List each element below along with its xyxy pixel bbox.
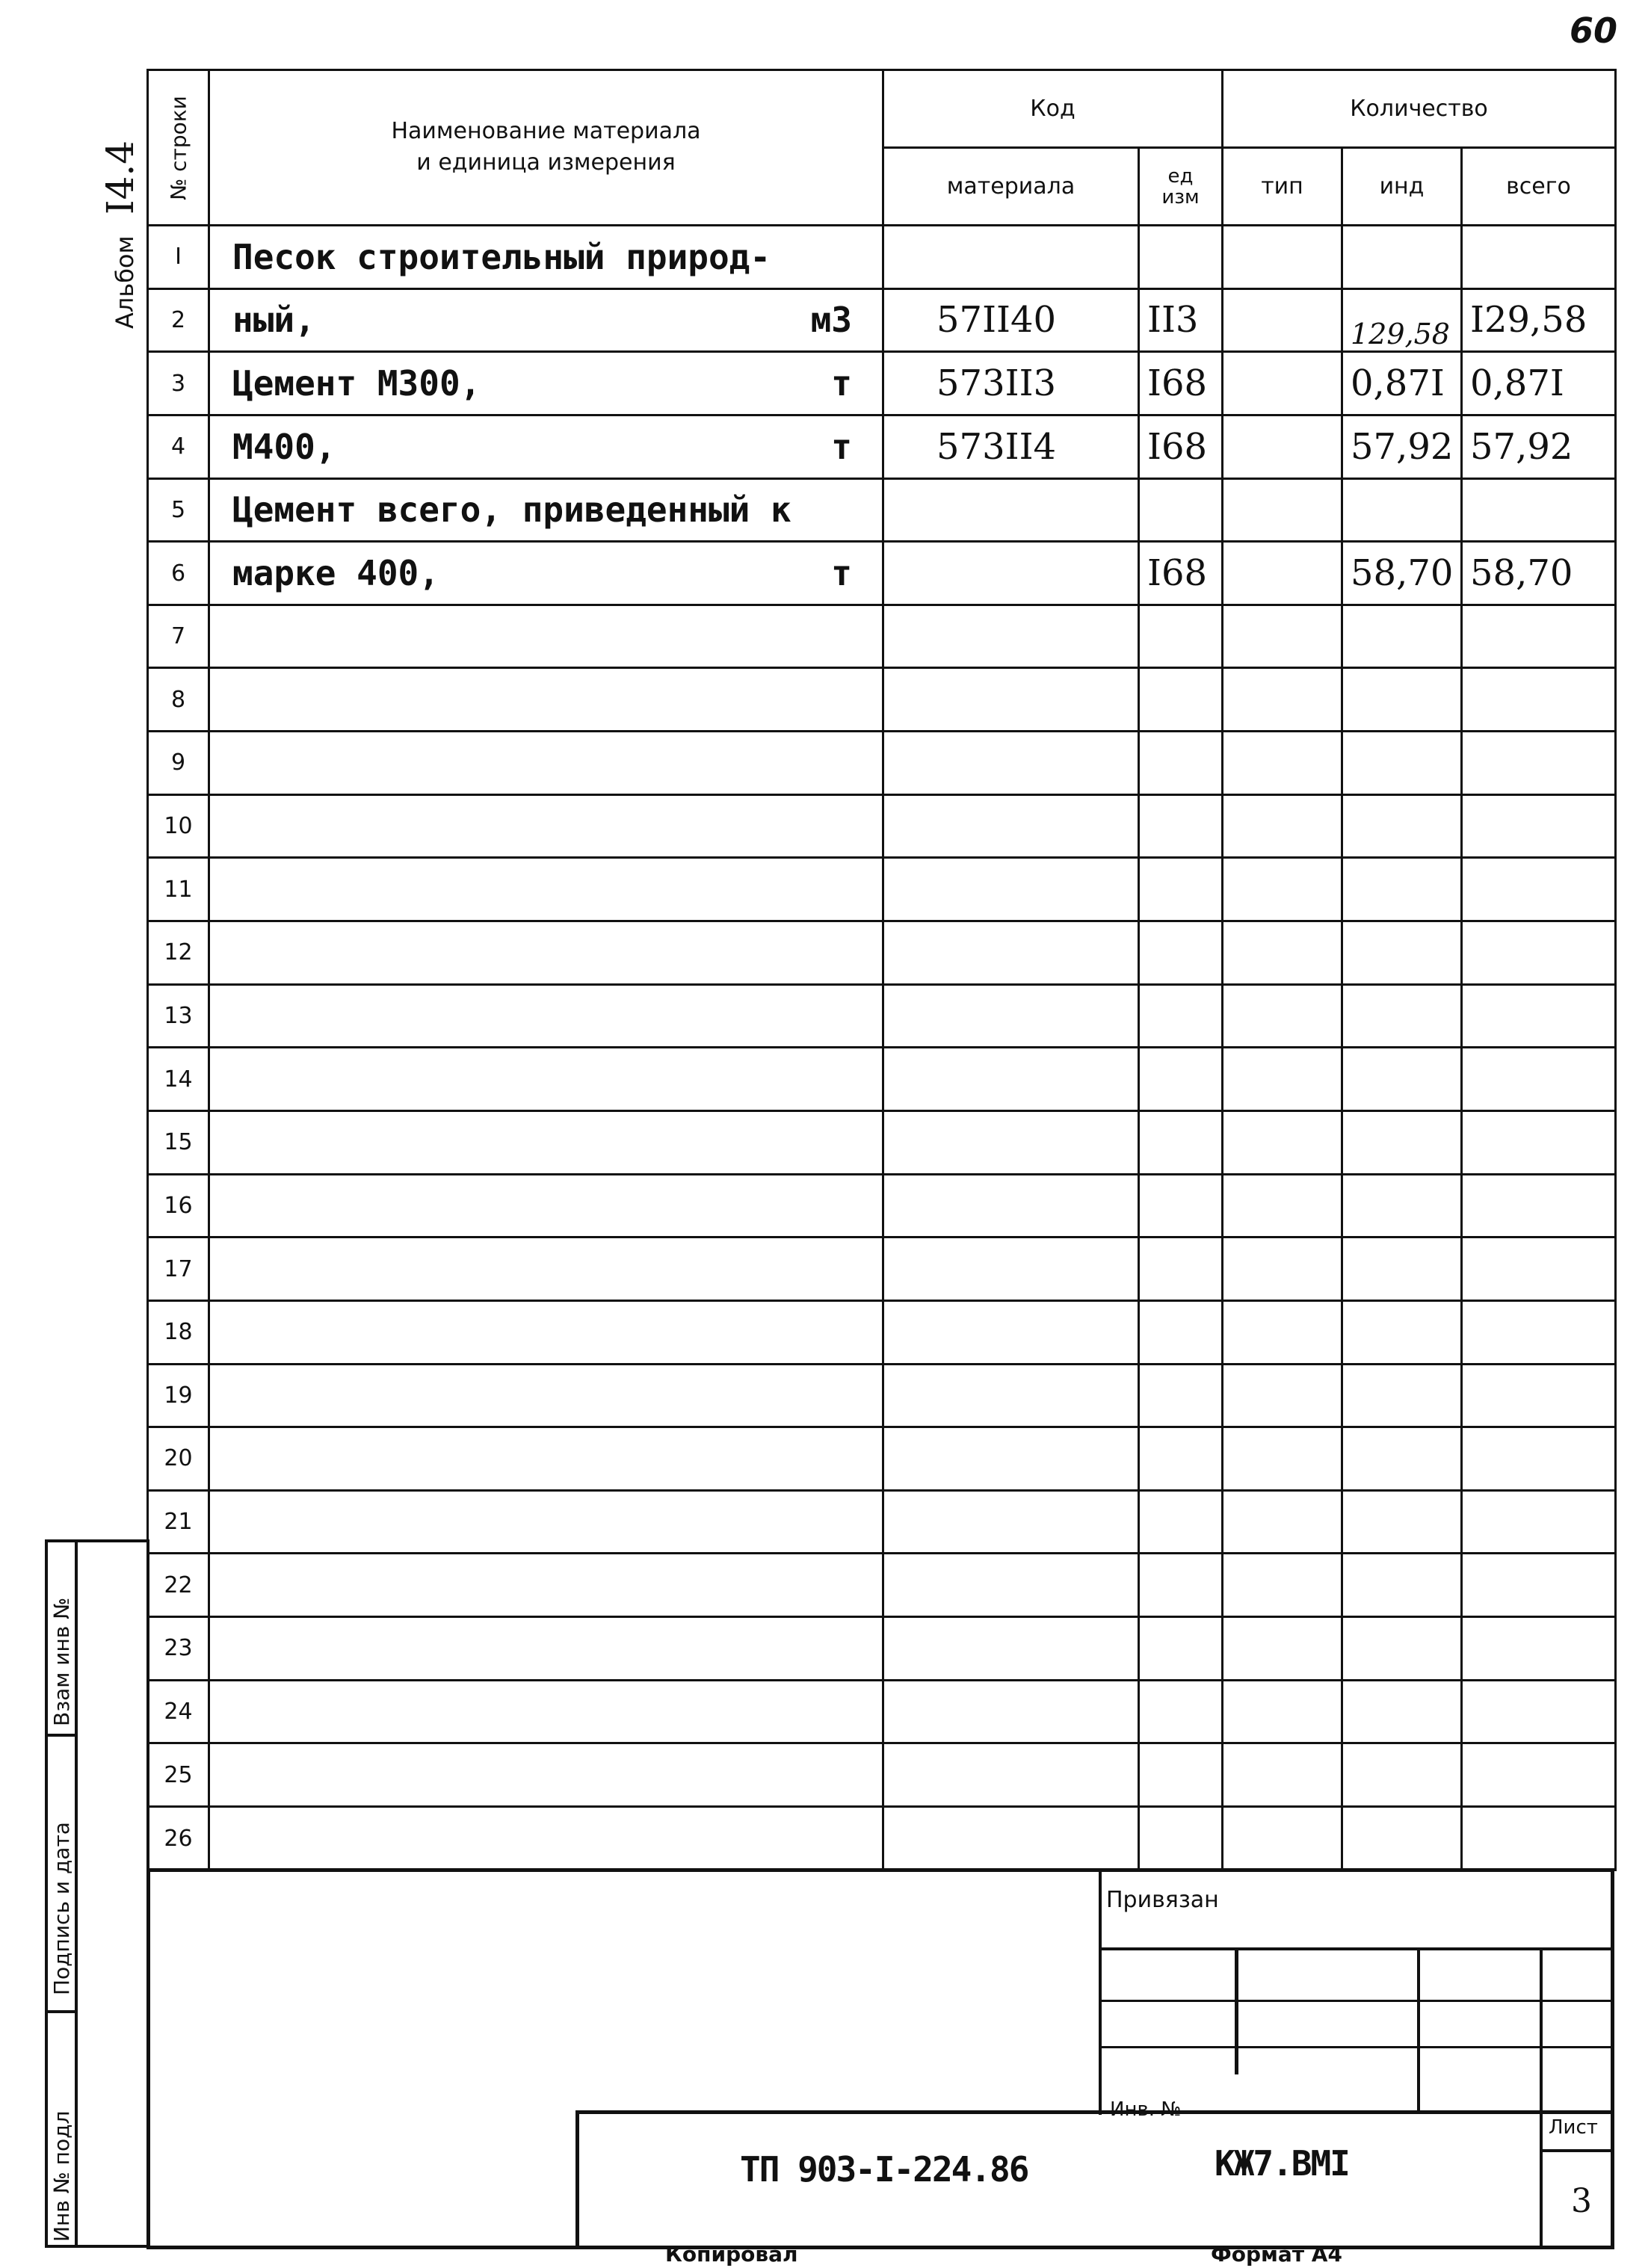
- row-number: 7: [148, 605, 209, 668]
- qty-ind: [1342, 1680, 1462, 1743]
- qty-total: [1462, 1110, 1616, 1174]
- qty-type: [1223, 1490, 1342, 1554]
- qty-total: [1462, 668, 1616, 732]
- stamp-v-3: [1540, 1947, 1543, 2246]
- stamp-privyazan: Привязан: [1106, 1887, 1219, 1913]
- row-number: 20: [148, 1427, 209, 1491]
- row-number: 10: [148, 794, 209, 858]
- qty-ind: [1342, 1807, 1462, 1870]
- side-label-inv-podl: Инв № подл: [49, 2110, 74, 2242]
- table-row: [148, 1743, 1616, 1807]
- material-name: [209, 1364, 883, 1427]
- material-name: [209, 352, 883, 415]
- unit-code: [1139, 605, 1223, 668]
- unit-code: [1139, 1617, 1223, 1681]
- header-code-unit: ед изм: [1139, 148, 1223, 226]
- qty-total: [1462, 984, 1616, 1048]
- material-code: [883, 1617, 1139, 1681]
- material-name: [209, 1427, 883, 1491]
- qty-type: [1223, 1110, 1342, 1174]
- qty-type: [1223, 794, 1342, 858]
- qty-total: [1462, 921, 1616, 985]
- table-row: [148, 605, 1616, 668]
- row-number: I: [148, 226, 209, 289]
- unit-code: [1139, 1680, 1223, 1743]
- row-number: 5: [148, 478, 209, 542]
- qty-total: [1462, 1364, 1616, 1427]
- material-name-text: Цемент всего, приведенный к: [232, 489, 791, 531]
- qty-type: [1223, 732, 1342, 795]
- table-row: [148, 984, 1616, 1048]
- row-number: 2: [148, 288, 209, 352]
- header-qty-total: всего: [1462, 148, 1616, 226]
- qty-ind: [1342, 794, 1462, 858]
- header-qty-ind: инд: [1342, 148, 1462, 226]
- qty-type: [1223, 668, 1342, 732]
- row-number: 23: [148, 1617, 209, 1681]
- material-name: [209, 1174, 883, 1237]
- qty-total: [1462, 1680, 1616, 1743]
- material-code: [883, 1300, 1139, 1364]
- qty-type: [1223, 226, 1342, 289]
- unit-code: I68: [1139, 542, 1223, 605]
- qty-ind: [1342, 1300, 1462, 1364]
- material-name: [209, 1490, 883, 1554]
- material-code: [883, 605, 1139, 668]
- material-name: [209, 478, 883, 542]
- qty-ind: 58,70: [1342, 542, 1462, 605]
- row-number: 12: [148, 921, 209, 985]
- qty-type: [1223, 288, 1342, 352]
- row-number: 11: [148, 858, 209, 921]
- unit-code: [1139, 226, 1223, 289]
- qty-total: [1462, 478, 1616, 542]
- unit-code: [1139, 1174, 1223, 1237]
- qty-ind: [1342, 1743, 1462, 1807]
- unit-code: [1139, 1237, 1223, 1301]
- stamp-h-mid-1: [1099, 2000, 1614, 2002]
- qty-type: [1223, 415, 1342, 478]
- stamp-h-mid-2: [1099, 2046, 1614, 2048]
- stamp-v-title: [575, 2110, 579, 2249]
- material-name: [209, 1048, 883, 1111]
- stamp-v-privyazan: [1099, 1868, 1102, 2115]
- material-code: [883, 794, 1139, 858]
- qty-ind: [1342, 1364, 1462, 1427]
- table-row: [148, 1807, 1616, 1870]
- table-row: [148, 794, 1616, 858]
- qty-total: [1462, 226, 1616, 289]
- unit-code: [1139, 858, 1223, 921]
- table-row: [148, 478, 1616, 542]
- unit-code: [1139, 1048, 1223, 1111]
- table-row: [148, 732, 1616, 795]
- unit-code: [1139, 794, 1223, 858]
- qty-ind: [1342, 1237, 1462, 1301]
- unit-code: II3: [1139, 288, 1223, 352]
- material-code: [883, 478, 1139, 542]
- material-name: [209, 1807, 883, 1870]
- unit-code: [1139, 984, 1223, 1048]
- row-number: 15: [148, 1110, 209, 1174]
- material-name: [209, 1743, 883, 1807]
- stamp-h-privyazan: [1099, 1947, 1614, 1950]
- qty-ind: [1342, 1048, 1462, 1111]
- material-name-text: Песок строительный природ-: [232, 236, 771, 277]
- qty-ind: 0,87I: [1342, 352, 1462, 415]
- row-number: 16: [148, 1174, 209, 1237]
- bottom-stamp-frame: [146, 1868, 1614, 2249]
- stamp-h-title: [575, 2110, 1614, 2114]
- material-code: [883, 1554, 1139, 1617]
- table-row: [148, 1300, 1616, 1364]
- unit-code: [1139, 732, 1223, 795]
- header-row-number: № строки: [148, 70, 209, 226]
- table-body: [148, 226, 1616, 1870]
- material-code: [883, 1490, 1139, 1554]
- material-name: [209, 1300, 883, 1364]
- qty-total: [1462, 1490, 1616, 1554]
- table-row: [148, 1174, 1616, 1237]
- album-label: [99, 140, 142, 329]
- material-code: [883, 1680, 1139, 1743]
- material-unit: т: [831, 426, 852, 467]
- table-row: [148, 1427, 1616, 1491]
- material-unit: т: [831, 363, 852, 404]
- qty-total: [1462, 1174, 1616, 1237]
- qty-ind: [1342, 1554, 1462, 1617]
- material-code: [883, 984, 1139, 1048]
- material-unit: т: [831, 553, 852, 594]
- qty-total: [1462, 1554, 1616, 1617]
- material-name: [209, 415, 883, 478]
- material-code: [883, 226, 1139, 289]
- material-name: [209, 542, 883, 605]
- qty-type: [1223, 984, 1342, 1048]
- table-row: [148, 415, 1616, 478]
- qty-total: 0,87I: [1462, 352, 1616, 415]
- table-row: [148, 668, 1616, 732]
- table-row: [148, 542, 1616, 605]
- material-name: [209, 226, 883, 289]
- stamp-sheet-number: 3: [1571, 2182, 1592, 2220]
- material-code: 57II40: [883, 288, 1139, 352]
- unit-code: [1139, 668, 1223, 732]
- unit-code: [1139, 1807, 1223, 1870]
- qty-ind: [1342, 732, 1462, 795]
- material-name-text: марке 400,: [232, 553, 439, 594]
- row-number: 21: [148, 1490, 209, 1554]
- material-code: [883, 1807, 1139, 1870]
- material-code: 573II4: [883, 415, 1139, 478]
- qty-type: [1223, 1364, 1342, 1427]
- qty-ind: 57,92: [1342, 415, 1462, 478]
- header-quantity: Количество: [1223, 70, 1616, 148]
- table-row: [148, 1554, 1616, 1617]
- qty-type: [1223, 1807, 1342, 1870]
- unit-code: [1139, 1300, 1223, 1364]
- material-code: [883, 1174, 1139, 1237]
- qty-type: [1223, 1743, 1342, 1807]
- row-number: 14: [148, 1048, 209, 1111]
- material-code: [883, 1048, 1139, 1111]
- side-stamp-sep-1: [45, 1734, 78, 1737]
- material-name-text: ный,: [232, 300, 315, 341]
- unit-code: [1139, 478, 1223, 542]
- material-name: [209, 1554, 883, 1617]
- qty-total: [1462, 794, 1616, 858]
- table-row: [148, 288, 1616, 352]
- qty-ind: [1342, 1490, 1462, 1554]
- material-code: [883, 1110, 1139, 1174]
- material-name: [209, 1110, 883, 1174]
- material-name: [209, 858, 883, 921]
- row-number: 19: [148, 1364, 209, 1427]
- row-number: 18: [148, 1300, 209, 1364]
- table-row: [148, 352, 1616, 415]
- side-label-podpis: Подпись и дата: [49, 1822, 74, 1995]
- row-number: 3: [148, 352, 209, 415]
- material-code: [883, 542, 1139, 605]
- qty-ind: [1342, 478, 1462, 542]
- stamp-inv-no: Инв. №: [1110, 2098, 1182, 2121]
- stamp-sheet-label: Лист: [1549, 2116, 1598, 2139]
- qty-total: [1462, 1743, 1616, 1807]
- qty-total: [1462, 605, 1616, 668]
- table-row: [148, 226, 1616, 289]
- qty-ind: 129,58: [1342, 288, 1462, 352]
- material-name: [209, 921, 883, 985]
- qty-type: [1223, 1680, 1342, 1743]
- qty-type: [1223, 1617, 1342, 1681]
- unit-code: [1139, 1490, 1223, 1554]
- material-code: [883, 668, 1139, 732]
- material-name: [209, 1237, 883, 1301]
- qty-type: [1223, 858, 1342, 921]
- qty-total: 58,70: [1462, 542, 1616, 605]
- stamp-v-1: [1235, 1947, 1238, 2074]
- qty-ind: [1342, 668, 1462, 732]
- header-qty-type: тип: [1223, 148, 1342, 226]
- stamp-doc-code: ТП 903-I-224.86: [740, 2149, 1028, 2190]
- material-code: [883, 858, 1139, 921]
- table-row: [148, 921, 1616, 985]
- qty-ind: [1342, 1110, 1462, 1174]
- qty-ind: [1342, 605, 1462, 668]
- qty-total: I29,58: [1462, 288, 1616, 352]
- material-code: 573II3: [883, 352, 1139, 415]
- row-number: 4: [148, 415, 209, 478]
- material-name: [209, 1680, 883, 1743]
- row-number: 24: [148, 1680, 209, 1743]
- stamp-doc-mark: КЖ7.ВМI: [1215, 2143, 1349, 2184]
- material-name: [209, 732, 883, 795]
- header-name: Наименование материала и единица измерения: [209, 70, 883, 226]
- qty-type: [1223, 1427, 1342, 1491]
- qty-total: [1462, 1048, 1616, 1111]
- row-number: 17: [148, 1237, 209, 1301]
- qty-type: [1223, 352, 1342, 415]
- unit-code: I68: [1139, 415, 1223, 478]
- footer-format: Формат А4: [1211, 2242, 1342, 2267]
- material-name: [209, 1617, 883, 1681]
- unit-code: [1139, 1427, 1223, 1491]
- header-code-material: материала: [883, 148, 1139, 226]
- row-number: 6: [148, 542, 209, 605]
- side-stamp-divider: [75, 1539, 78, 2248]
- row-number: 26: [148, 1807, 209, 1870]
- material-code: [883, 921, 1139, 985]
- qty-type: [1223, 921, 1342, 985]
- qty-type: [1223, 1174, 1342, 1237]
- qty-ind: [1342, 984, 1462, 1048]
- material-name: [209, 794, 883, 858]
- album-label-text: Альбом: [111, 235, 139, 329]
- qty-total: [1462, 1427, 1616, 1491]
- side-label-vzam: Взам инв №: [49, 1597, 74, 1726]
- table-row: [148, 1237, 1616, 1301]
- table-row: [148, 1617, 1616, 1681]
- qty-ind: [1342, 1617, 1462, 1681]
- qty-total: [1462, 1237, 1616, 1301]
- stamp-h-sheet: [1540, 2149, 1614, 2152]
- material-code: [883, 1364, 1139, 1427]
- qty-ind: [1342, 858, 1462, 921]
- unit-code: [1139, 1364, 1223, 1427]
- qty-ind: [1342, 226, 1462, 289]
- table-row: [148, 1680, 1616, 1743]
- unit-code: [1139, 921, 1223, 985]
- table-row: [148, 1364, 1616, 1427]
- row-number: 13: [148, 984, 209, 1048]
- header-code: Код: [883, 70, 1223, 148]
- row-number: 9: [148, 732, 209, 795]
- material-name: [209, 605, 883, 668]
- qty-ind: [1342, 921, 1462, 985]
- unit-code: [1139, 1743, 1223, 1807]
- table-row: [148, 1048, 1616, 1111]
- table-row: [148, 1110, 1616, 1174]
- row-number: 25: [148, 1743, 209, 1807]
- qty-total: [1462, 858, 1616, 921]
- qty-type: [1223, 605, 1342, 668]
- qty-ind: [1342, 1427, 1462, 1491]
- page-number: 60: [1570, 10, 1618, 51]
- row-number: 22: [148, 1554, 209, 1617]
- qty-type: [1223, 1554, 1342, 1617]
- qty-total: [1462, 1617, 1616, 1681]
- qty-type: [1223, 1237, 1342, 1301]
- row-number: 8: [148, 668, 209, 732]
- material-name: [209, 668, 883, 732]
- material-code: [883, 1427, 1139, 1491]
- material-code: [883, 1743, 1139, 1807]
- qty-type: [1223, 1300, 1342, 1364]
- footer-copied: Копировал: [665, 2242, 798, 2267]
- table-row: [148, 858, 1616, 921]
- qty-total: 57,92: [1462, 415, 1616, 478]
- qty-total: [1462, 1300, 1616, 1364]
- album-number: I4.4: [99, 140, 142, 215]
- table-row: [148, 1490, 1616, 1554]
- qty-total: [1462, 1807, 1616, 1870]
- material-name-text: Цемент М300,: [232, 363, 481, 404]
- material-name: [209, 984, 883, 1048]
- unit-code: I68: [1139, 352, 1223, 415]
- qty-type: [1223, 1048, 1342, 1111]
- qty-total: [1462, 732, 1616, 795]
- materials-table: [146, 69, 1617, 1871]
- material-code: [883, 1237, 1139, 1301]
- material-name: [209, 288, 883, 352]
- side-stamp-sep-2: [45, 2010, 78, 2013]
- material-unit: м3: [810, 300, 852, 341]
- qty-ind: [1342, 1174, 1462, 1237]
- qty-type: [1223, 542, 1342, 605]
- unit-code: [1139, 1554, 1223, 1617]
- material-name-text: М400,: [232, 426, 336, 467]
- unit-code: [1139, 1110, 1223, 1174]
- stamp-v-2: [1417, 1947, 1420, 2112]
- material-code: [883, 732, 1139, 795]
- qty-type: [1223, 478, 1342, 542]
